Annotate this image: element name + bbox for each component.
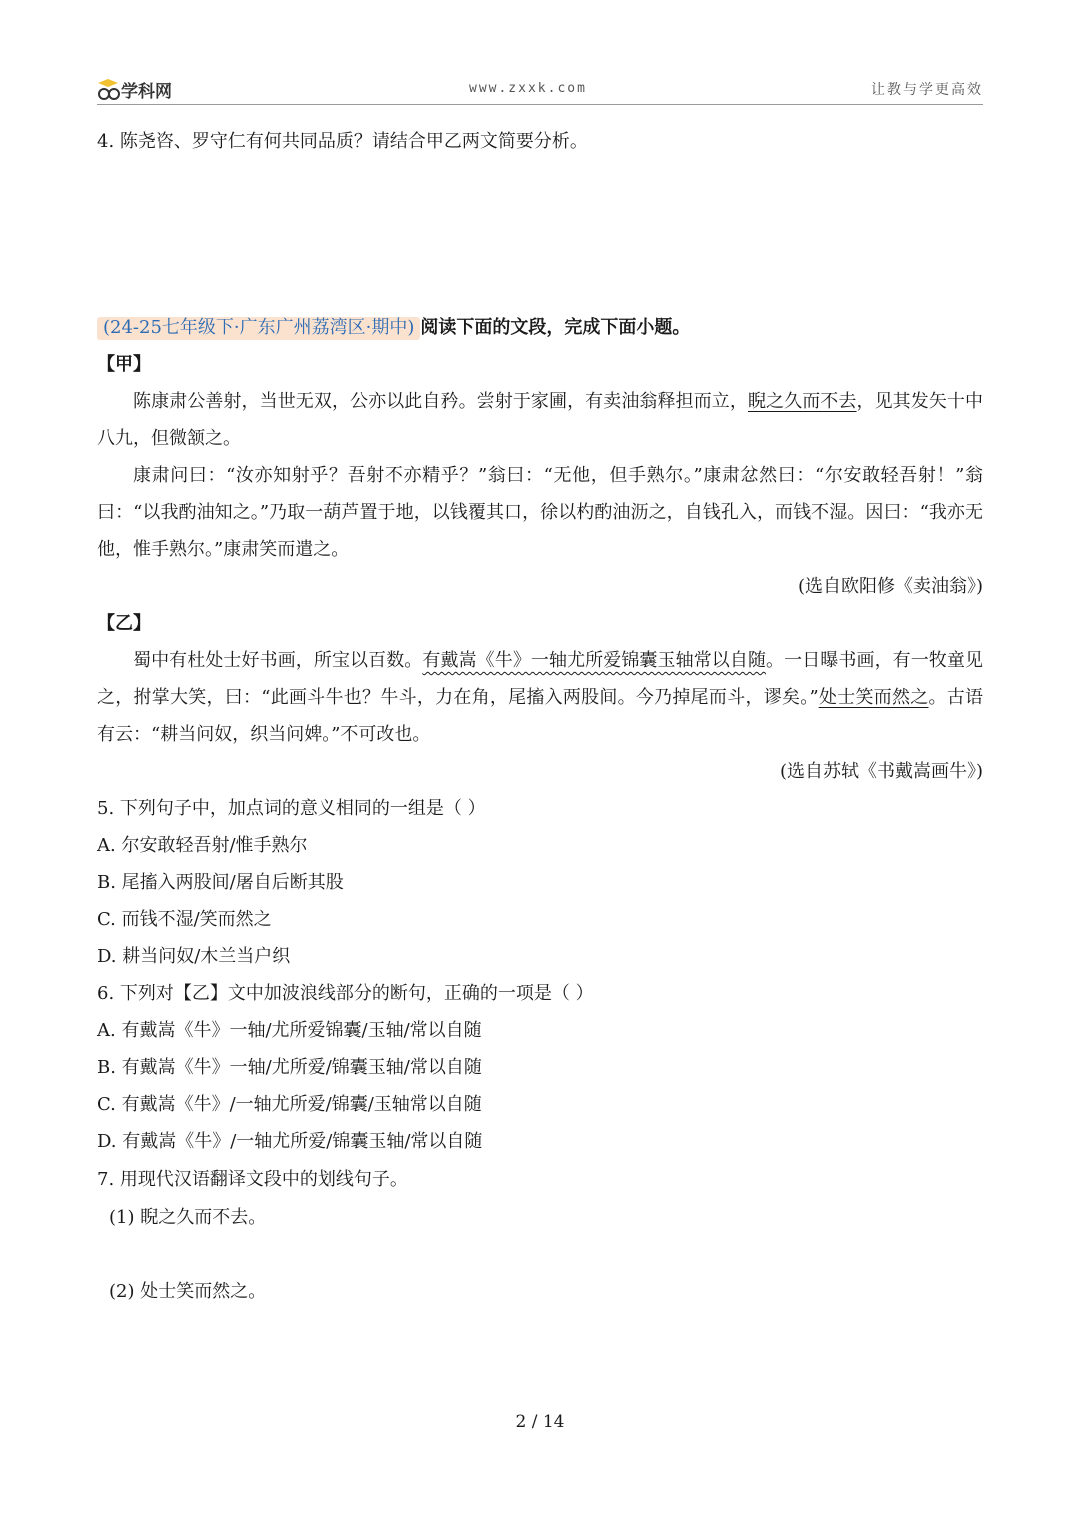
source-tag: (24-25七年级下·广东广州荔湾区·期中) [97,317,420,340]
header-slogan: 让教与学更高效 [871,82,983,98]
question-6-option-a[interactable]: A. 有戴嵩《牛》一轴/尤所爱锦囊/玉轴/常以自随 [97,1020,482,1041]
passage-b-heading: 【乙】 [97,613,151,634]
question-6-stem: 6. 下列对【乙】文中加波浪线部分的断句，正确的一项是（ ） [97,983,594,1004]
question-5-option-d[interactable]: D. 耕当问奴/木兰当户织 [97,946,291,967]
site-url: www.zxxk.com [469,81,587,96]
question-5-stem: 5. 下列句子中，加点词的意义相同的一组是（ ） [97,798,486,819]
question-4: 4. 陈尧咨、罗守仁有何共同品质？请结合甲乙两文简要分析。 [97,131,588,152]
question-6-option-b[interactable]: B. 有戴嵩《牛》一轴/尤所爱/锦囊玉轴/常以自随 [97,1057,482,1078]
question-5-option-b[interactable]: B. 尾搐入两股间/屠自后断其股 [97,872,344,893]
passage-b-source: (选自苏轼《书戴嵩画牛》) [779,761,983,782]
question-6-option-c[interactable]: C. 有戴嵩《牛》/一轴尤所爱/锦囊/玉轴常以自随 [97,1094,482,1115]
page-header [97,76,983,105]
passage-a-paragraph-1: 陈康肃公善射，当世无双，公亦以此自矜。尝射于家圃，有卖油翁释担而立，睨之久而不去，见其发矢十中八九，但微颔之。 [97,391,984,449]
passage-a-source: (选自欧阳修《卖油翁》) [797,576,983,597]
logo-text: 学科网 [121,81,172,102]
passage-a-heading: 【甲】 [97,354,151,375]
passage-b-paragraph: 蜀中有杜处士好书画，所宝以百数。有戴嵩《牛》一轴尤所爱锦囊玉轴常以自随。一日曝书画，有一牧童见之，拊掌大笑，曰：“此画斗牛也？牛斗，力在角，尾搐入两股间。今乃掉尾而斗，谬矣。”处士笑而然之。古语有云：“耕当问奴，织当问婢。”不可改也。 [97,650,984,745]
instruction-text: 阅读下面的文段，完成下面小题。 [420,317,691,338]
question-5-option-a[interactable]: A. 尔安敢轻吾射/惟手熟尔 [97,835,308,856]
underlined-sentence-2: 处士笑而然之 [818,687,929,708]
question-6-option-d[interactable]: D. 有戴嵩《牛》/一轴尤所爱/锦囊玉轴/常以自随 [97,1131,483,1152]
logo [97,78,172,100]
question-7-item-1: (1) 睨之久而不去。 [109,1207,267,1228]
underlined-sentence-1: 睨之久而不去 [747,391,857,412]
section-instruction [97,309,983,346]
owl-logo-icon [97,79,119,99]
question-5-option-c[interactable]: C. 而钱不湿/笑而然之 [97,909,272,930]
question-7-stem: 7. 用现代汉语翻译文段中的划线句子。 [97,1169,408,1190]
passage-a-paragraph-2: 康肃问曰：“汝亦知射乎？吾射不亦精乎？”翁曰：“无他，但手熟尔。”康肃忿然曰：“尔安敢轻吾射！”翁曰：“以我酌油知之。”乃取一葫芦置于地，以钱覆其口，徐以杓酌油沥之，自钱孔入，而钱不湿。因曰：“我亦无他，惟手熟尔。”康肃笑而遣之。 [97,465,983,560]
wavy-underlined-sentence: 有戴嵩《牛》一轴尤所爱锦囊玉轴常以自随 [422,650,767,671]
question-7-item-2: (2) 处士笑而然之。 [109,1281,267,1302]
page-number: 2 / 14 [515,1412,565,1432]
